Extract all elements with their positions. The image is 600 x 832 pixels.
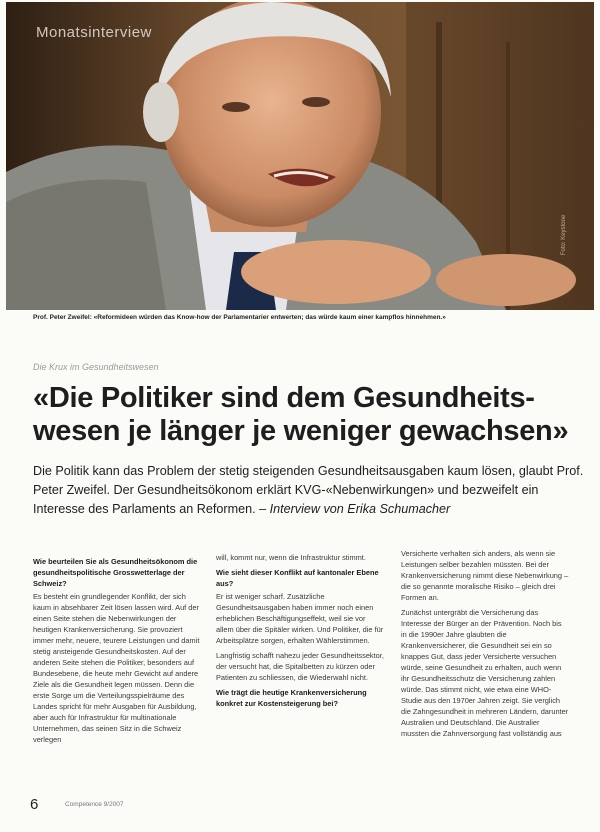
answer: will, kommt nur, wenn die Infrastruktur stimmt. xyxy=(216,553,366,562)
article-lead xyxy=(33,462,593,519)
answer: Langfristig schafft nahezu jeder Gesundheitssektor, der versucht hat, die Spitalbetten zu kürzen oder Patienten zu schliessen, die Wiederwahl nicht. xyxy=(216,651,384,682)
headline-line-2: wesen je länger je weniger gewachsen» xyxy=(33,415,569,447)
headline-line-1: «Die Politiker sind dem Gesundheits- xyxy=(33,382,535,414)
page-number: 6 xyxy=(30,796,39,813)
answer: Er ist weniger scharf. Zusätzliche Gesundheitsausgaben haben immer noch einen erheblichen Beschäftigungseffekt, weil sie vor allem über die Spitäler wirken. Und Politiker, die für Arbeitsplätze sorgen, erhalten Wählerstimmen. xyxy=(216,592,384,645)
answer: Zunächst untergräbt die Versicherung das Interesse der Bürger an der Prävention. Noch bis in die 1990er Jahre glaubten die Krankenversicherer, die Gesundheit sei ein so knappes Gut, dass jeder Versicherte versuchen würde, seine Gesundheit zu erhalten, auch wenn ihr Gesundheitsschutz die Versicherung zahlen würde. Das stimmt nicht, wie etwa eine WHO-Studie aus den 1970er Jahren zeigt. Sie verglich die Zahngesundheit in mehreren Ländern, darunter Australien und Deutschland. Die Australier mussten die Zahnversorgung fast vollständig aus xyxy=(401,608,569,738)
lead-byline: Interview von Erika Schumacher xyxy=(269,502,451,516)
answer: Es besteht ein grundlegender Konflikt, der sich kaum in absehbarer Zeit lösen lassen wird. Auf der einen Seite stehen die Nebenwirkungen der heutigen Krankenversicherung. Sie provoziert immer mehr, neuere, teurere Leistungen und damit stetig ansteigende Gesundheitskosten. Auf der anderen Seite stehen die Politiker, besonders auf Bundesebene, die heute mehr Gewicht auf andere Ziele als die Gesundheit legen müssen. Denn die erste Sorge um die Verteilungsspielräume des Landes spricht für mehr Ausgaben für Ausbildung, aber auch für Infrastruktur für multinationale Unternehmen, das seinen Sitz in die Schweiz verlegen xyxy=(33,592,200,744)
portrait-photo xyxy=(6,2,594,310)
article-headline xyxy=(33,382,593,448)
text-column-3 xyxy=(401,548,569,743)
lead-text: Die Politik kann das Problem der stetig steigenden Gesundheitsausgaben kaum lösen, glaubt Prof. Peter Zweifel. Der Gesundheitsökonom erklärt KVG-«Nebenwirkungen» und bezweifelt ein Interesse des Parlaments an Reformen. – xyxy=(33,464,584,516)
section-label: Monatsinterview xyxy=(36,24,152,41)
issue-footer: Competence 9/2007 xyxy=(65,801,124,808)
text-column-1 xyxy=(33,552,201,749)
question: Wie sieht dieser Konflikt auf kantonaler Ebene aus? xyxy=(216,568,379,588)
photo-credit: Foto: Keystone xyxy=(560,214,567,256)
article-kicker: Die Krux im Gesundheitswesen xyxy=(33,362,159,372)
text-column-2 xyxy=(216,552,384,711)
question: Wie trägt die heutige Krankenversicherung konkret zur Kostensteigerung bei? xyxy=(216,688,367,708)
header-photo xyxy=(6,2,594,310)
answer: Versicherte verhalten sich anders, als wenn sie Leistungen selber bezahlen müssten. Bei der Krankenversicherung nimmt diese Nebenwirkung – die so genannte moralische Risiko – gleich drei Formen an. xyxy=(401,549,569,602)
question: Wie beurteilen Sie als Gesundheitsökonom die gesundheitspolitische Grosswetterlage der Schweiz? xyxy=(33,557,198,588)
photo-caption: Prof. Peter Zweifel: «Reformideen würden das Know-how der Parlamentarier entwerten; das würde kaum einer kampflos hinnehmen.» xyxy=(33,314,446,321)
